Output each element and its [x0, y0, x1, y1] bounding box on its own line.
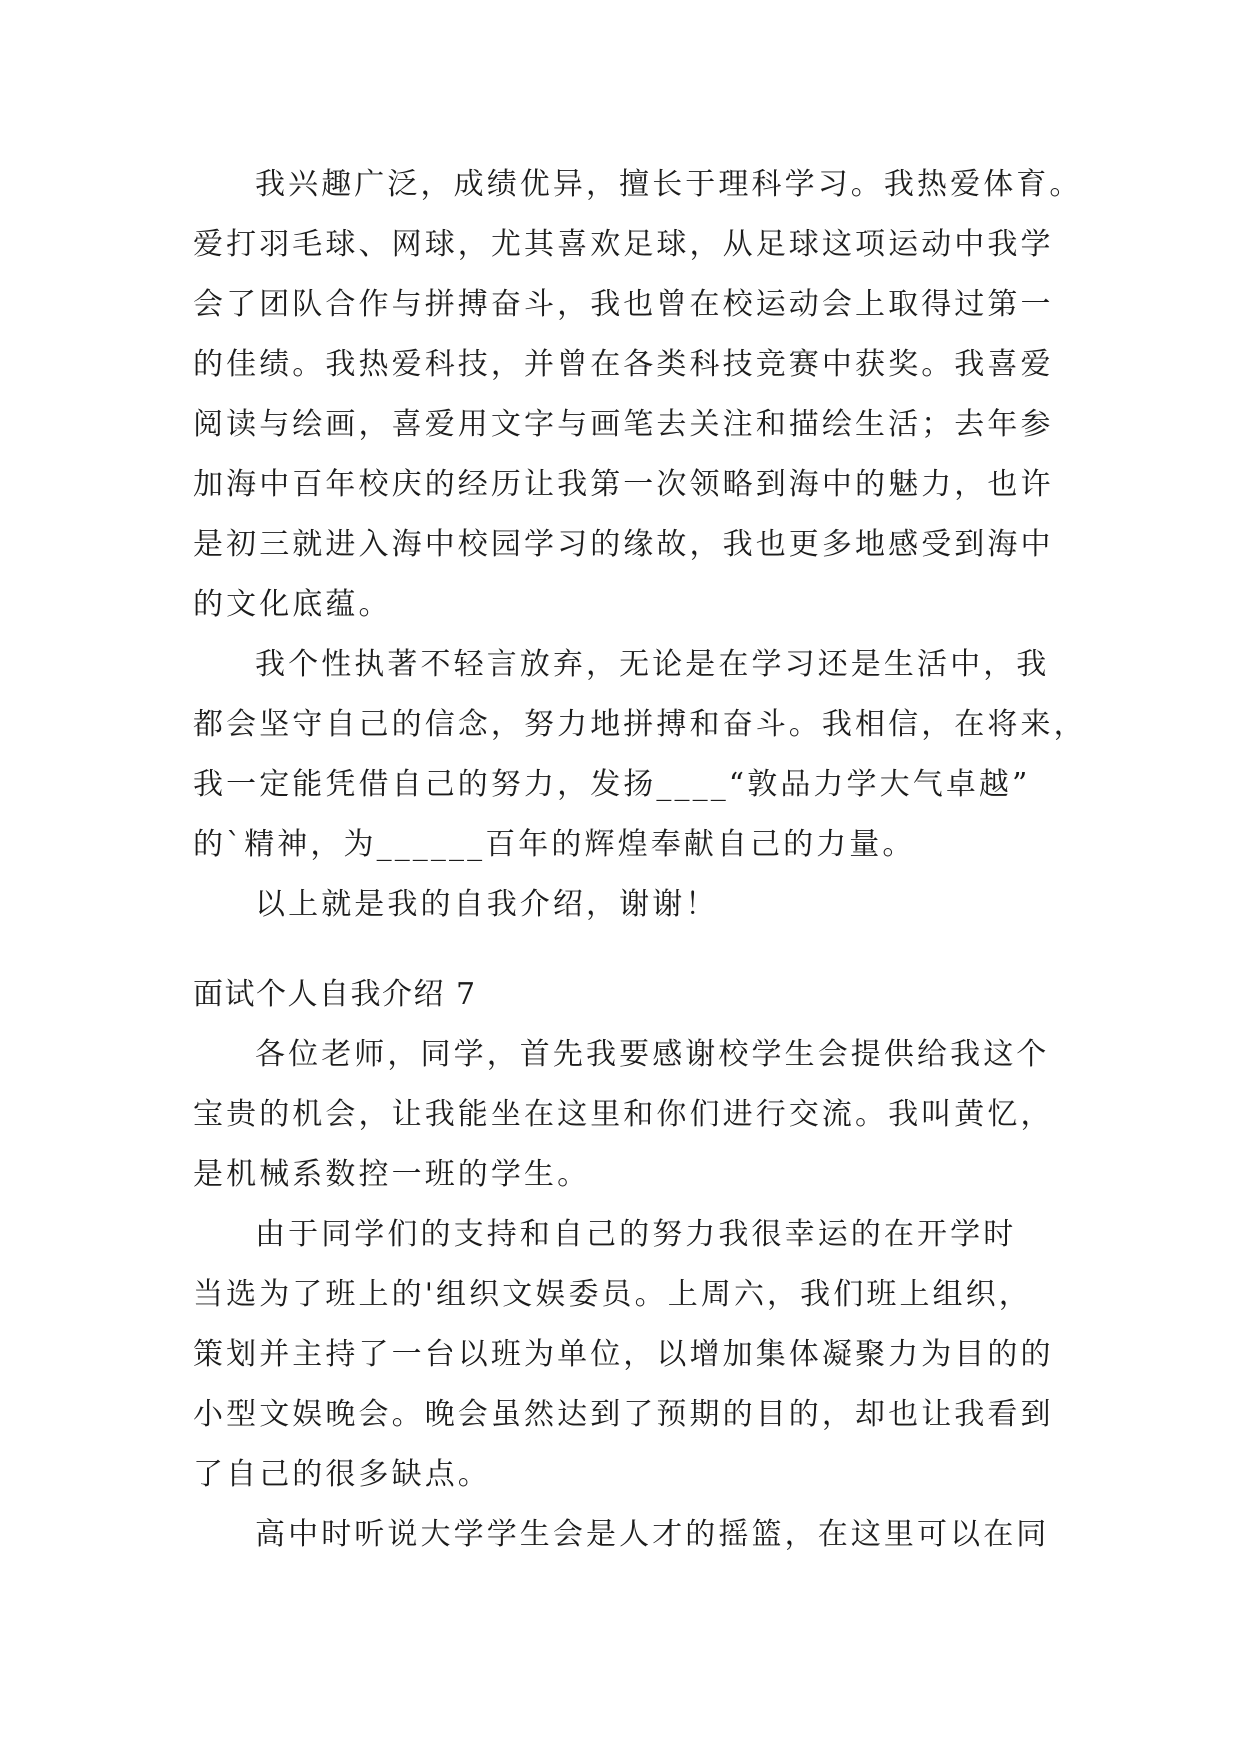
text-line: 宝贵的机会，让我能坐在这里和你们进行交流。我叫黄忆，: [193, 1097, 1054, 1132]
section-heading: 面试个人自我介绍 7: [193, 977, 477, 1012]
text-line: 我一定能凭借自己的努力，发扬____“敦品力学大气卓越”: [193, 767, 1031, 802]
text-line: 的文化底蕴。: [193, 587, 392, 622]
text-line: 的佳绩。我热爱科技，并曾在各类科技竞赛中获奖。我喜爱: [193, 347, 1054, 382]
text-line: 会了团队合作与拼搏奋斗，我也曾在校运动会上取得过第一: [193, 287, 1054, 322]
text-line: 加海中百年校庆的经历让我第一次领略到海中的魅力，也许: [193, 467, 1054, 502]
text-line: 高中时听说大学学生会是人才的摇篮，在这里可以在同: [255, 1517, 1050, 1552]
text-line: 爱打羽毛球、网球，尤其喜欢足球，从足球这项运动中我学: [193, 227, 1054, 262]
text-line: 是初三就进入海中校园学习的缘故，我也更多地感受到海中: [193, 527, 1054, 562]
text-line: 我兴趣广泛，成绩优异，擅长于理科学习。我热爱体育。: [255, 167, 1083, 202]
text-line: 都会坚守自己的信念，努力地拼搏和奋斗。我相信，在将来，: [193, 707, 1087, 742]
text-line: 是机械系数控一班的学生。: [193, 1157, 591, 1192]
text-line: 由于同学们的支持和自己的努力我很幸运的在开学时: [255, 1217, 1017, 1252]
text-line: 我个性执著不轻言放弃，无论是在学习还是生活中，我: [255, 647, 1050, 682]
text-line: 了自己的很多缺点。: [193, 1457, 491, 1492]
text-line: 以上就是我的自我介绍，谢谢！: [255, 887, 719, 922]
text-line: 阅读与绘画，喜爱用文字与画笔去关注和描绘生活；去年参: [193, 407, 1054, 442]
text-line: 小型文娱晚会。晚会虽然达到了预期的目的，却也让我看到: [193, 1397, 1054, 1432]
text-line: 策划并主持了一台以班为单位，以增加集体凝聚力为目的的: [193, 1337, 1054, 1372]
text-line: 当选为了班上的'组织文娱委员。上周六，我们班上组织，: [193, 1277, 1032, 1312]
text-line: 各位老师，同学，首先我要感谢校学生会提供给我这个: [255, 1037, 1050, 1072]
text-line: 的`精神，为______百年的辉煌奉献自己的力量。: [193, 827, 916, 862]
